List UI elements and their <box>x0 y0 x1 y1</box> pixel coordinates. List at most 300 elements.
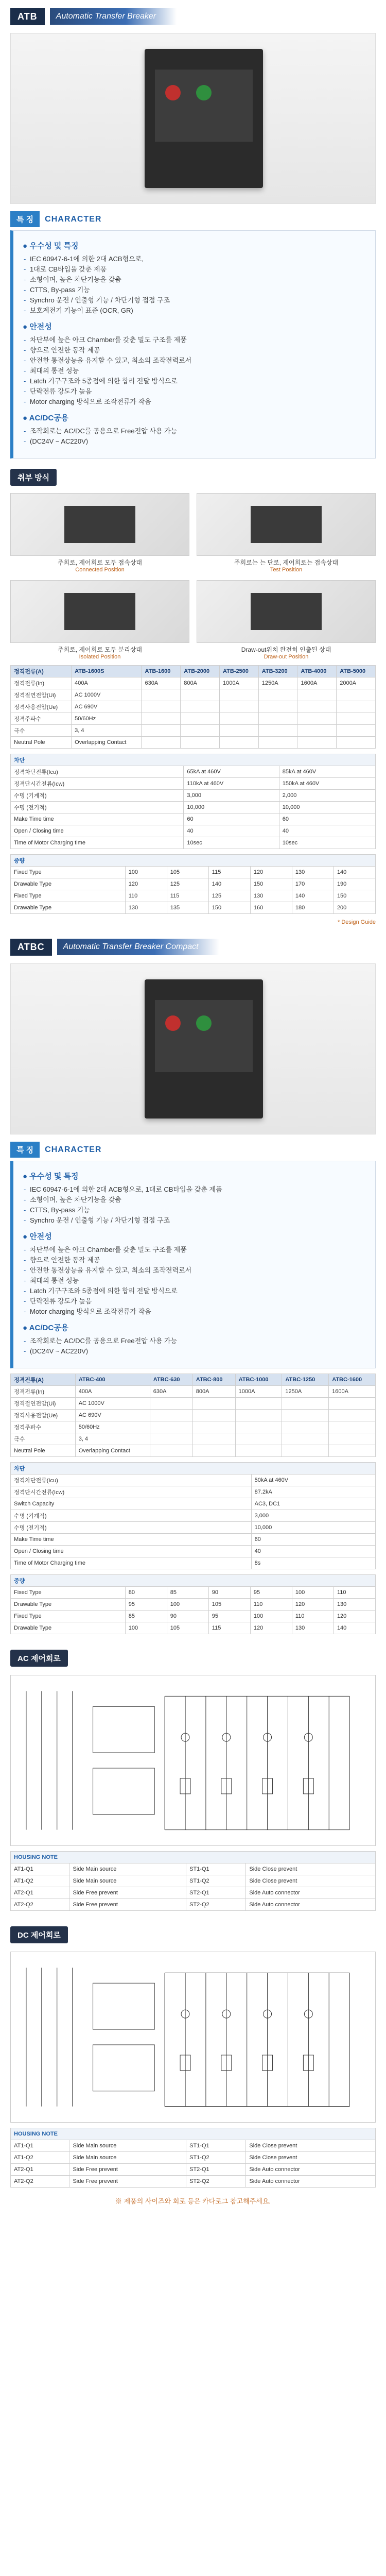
table-row <box>11 766 376 778</box>
atb-note: * Design Guide <box>338 919 376 925</box>
table-cell <box>297 725 337 737</box>
ac-circuit-svg <box>11 1675 375 1845</box>
table-cell <box>235 1398 282 1410</box>
table-cell <box>297 737 337 749</box>
table-cell <box>337 689 376 701</box>
table-cell: Drawable Type <box>11 902 126 914</box>
table-cell: 1000A <box>219 677 258 689</box>
feature-item: - 최대의 통전 성능 <box>23 1276 366 1286</box>
table-row <box>11 1433 376 1445</box>
table-cell: 170 <box>292 878 334 890</box>
table-cell: Side Main source <box>69 1875 186 1887</box>
atb-spec-table-2 <box>10 754 376 849</box>
table-cell <box>282 1421 329 1433</box>
table-cell: AT1-Q1 <box>11 1863 69 1875</box>
table-cell <box>142 689 181 701</box>
table-cell: 극수 <box>11 725 72 737</box>
atbc-feature-box <box>10 1161 376 1368</box>
position-card <box>10 493 189 573</box>
table-cell: 125 <box>167 878 208 890</box>
table-cell: 수명 (전기적) <box>11 1522 252 1534</box>
atbc-header <box>0 930 386 958</box>
table-cell <box>150 1433 192 1445</box>
table-cell: 630A <box>150 1386 192 1398</box>
table-cell <box>235 1410 282 1421</box>
table-cell: 110 <box>334 1587 375 1599</box>
table-cell: 100 <box>167 1599 208 1611</box>
table-cell: 110 <box>125 890 167 902</box>
table-cell: AT1-Q1 <box>11 2140 69 2152</box>
table-cell: AT2-Q2 <box>11 2176 69 2188</box>
table-cell: ST1-Q1 <box>186 2140 246 2152</box>
table-cell: AC 690V <box>72 701 142 713</box>
table-cell <box>181 701 220 713</box>
dc-housing-table <box>10 2128 376 2188</box>
feature-item: - 안전한 통전상능을 유지할 수 있고, 최소의 조작전력로서 <box>23 1265 366 1276</box>
table-cell: 120 <box>334 1611 375 1622</box>
table-cell <box>192 1398 235 1410</box>
table-cell: 10,000 <box>279 802 375 814</box>
table-cell: 130 <box>292 1622 334 1634</box>
dc-circuit-svg <box>11 1952 375 2122</box>
table-header-cell: ATBC-1250 <box>282 1374 329 1386</box>
table-cell: Open / Closing time <box>11 1546 252 1557</box>
table-row <box>11 1498 376 1510</box>
table-row <box>11 1587 376 1599</box>
table-header-cell: ATBC-1600 <box>329 1374 376 1386</box>
table-section-label: HOUSING NOTE <box>11 2128 376 2140</box>
table-cell <box>219 737 258 749</box>
table-cell: 정격단시간전류(Icw) <box>11 1486 252 1498</box>
table-cell: Fixed Type <box>11 1611 126 1622</box>
table-cell: 정격차단전류(Icu) <box>11 766 184 778</box>
table-cell <box>142 737 181 749</box>
table-cell: AT1-Q2 <box>11 1875 69 1887</box>
table-cell <box>258 713 297 725</box>
feature-badge: 특 징 <box>10 211 40 227</box>
table-header-cell: ATBC-1000 <box>235 1374 282 1386</box>
table-cell: 정격주파수 <box>11 713 72 725</box>
table-cell: 140 <box>292 890 334 902</box>
table-cell <box>282 1398 329 1410</box>
table-cell: 정격절연전압(Ui) <box>11 1398 76 1410</box>
table-cell <box>282 1410 329 1421</box>
table-row <box>11 1863 376 1875</box>
table-row <box>11 1510 376 1522</box>
feature-group-title: ● 우수성 및 특징 <box>23 1172 79 1181</box>
feature-item: - 단락전류 강도가 높음 <box>23 386 366 397</box>
table-section-row <box>11 855 376 867</box>
table-cell: 110 <box>292 1611 334 1622</box>
dc-control-circuit <box>10 1952 376 2123</box>
table-cell: Side Free prevent <box>69 2164 186 2176</box>
table-section-label: HOUSING NOTE <box>11 1852 376 1863</box>
feature-item: - 소형이며, 높은 차단기능을 갖춤 <box>23 1195 366 1205</box>
atb-header <box>0 0 386 28</box>
table-header-cell: ATB-2500 <box>219 666 258 677</box>
table-cell: 3,000 <box>251 1510 375 1522</box>
table-row <box>11 1475 376 1486</box>
table-cell: Side Auto connector <box>246 2164 376 2176</box>
table-cell <box>219 713 258 725</box>
table-section-row <box>11 2128 376 2140</box>
table-cell: Side Close prevent <box>246 1875 376 1887</box>
table-row <box>11 713 376 725</box>
feature-group-title: ● 안전성 <box>23 1232 52 1241</box>
atb-feature-head <box>10 211 376 227</box>
table-row <box>11 689 376 701</box>
table-cell <box>181 725 220 737</box>
feature-group-title: ● AC/DC공용 <box>23 414 69 422</box>
table-cell: Side Close prevent <box>246 1863 376 1875</box>
table-cell: 1250A <box>282 1386 329 1398</box>
table-row <box>11 867 376 878</box>
table-cell: 정격절연전압(Ui) <box>11 689 72 701</box>
table-cell: 정격주파수 <box>11 1421 76 1433</box>
atb-product-photo <box>10 33 376 204</box>
table-cell: Side Close prevent <box>246 2140 376 2152</box>
table-cell: 140 <box>208 878 250 890</box>
feature-item: - Motor charging 방식으로 조작전류가 작음 <box>23 1307 366 1317</box>
table-row <box>11 1887 376 1899</box>
feature-group <box>23 1322 366 1357</box>
feature-item: - 조작회로는 AC/DC를 공용으로 Free전압 사용 가능 <box>23 426 366 436</box>
table-cell <box>258 737 297 749</box>
table-cell: Switch Capacity <box>11 1498 252 1510</box>
table-cell <box>192 1410 235 1421</box>
table-cell: 120 <box>250 1622 292 1634</box>
table-cell <box>337 713 376 725</box>
table-row <box>11 2140 376 2152</box>
table-cell: 3,000 <box>184 790 279 802</box>
table-cell: 100 <box>125 867 167 878</box>
breaker-image <box>145 979 263 1118</box>
table-cell: 200 <box>334 902 375 914</box>
position-caption-ko: 주회로, 제어회로 모두 접속상태 <box>57 559 143 566</box>
table-cell: 400A <box>72 677 142 689</box>
table-row <box>11 2152 376 2164</box>
atb-title: Automatic Transfer Breaker <box>50 8 177 25</box>
ac-housing-table <box>10 1851 376 1911</box>
table-cell: Drawable Type <box>11 1599 126 1611</box>
table-cell: 110kA at 460V <box>184 778 279 790</box>
table-cell <box>258 689 297 701</box>
table-section-label: 차단 <box>11 1463 376 1475</box>
table-cell: Fixed Type <box>11 890 126 902</box>
atbc-spec-table-2 <box>10 1462 376 1569</box>
feature-item: - Synchro 운전 / 인출형 기능 / 차단기형 접점 구조 <box>23 1215 366 1226</box>
table-header-cell: ATBC-400 <box>75 1374 150 1386</box>
table-cell: 87.2kA <box>251 1486 375 1498</box>
table-cell <box>282 1445 329 1457</box>
table-row <box>11 1410 376 1421</box>
table-cell: 90 <box>167 1611 208 1622</box>
table-cell: Make Time time <box>11 1534 252 1546</box>
table-cell: 10sec <box>184 837 279 849</box>
table-cell: AT2-Q1 <box>11 2164 69 2176</box>
table-cell <box>258 701 297 713</box>
table-cell <box>219 725 258 737</box>
table-cell <box>329 1433 376 1445</box>
table-cell: Neutral Pole <box>11 1445 76 1457</box>
position-image <box>197 493 376 556</box>
table-cell: 150 <box>250 878 292 890</box>
table-cell: 60 <box>184 814 279 825</box>
table-cell: 630A <box>142 677 181 689</box>
table-row <box>11 1386 376 1398</box>
table-header-cell: ATB-2000 <box>181 666 220 677</box>
table-cell: 극수 <box>11 1433 76 1445</box>
table-cell: Neutral Pole <box>11 737 72 749</box>
table-cell: 1000A <box>235 1386 282 1398</box>
feature-item: - 차단부에 높은 아크 Chamber를 갖춘 밀도 구조를 제품 <box>23 335 366 345</box>
feature-group-title: ● 안전성 <box>23 323 52 331</box>
table-cell: 10sec <box>279 837 375 849</box>
table-row <box>11 1546 376 1557</box>
feature-group-title: ● 우수성 및 특징 <box>23 242 79 250</box>
table-header-row <box>11 666 376 677</box>
feature-item: - Motor charging 방식으로 조작전류가 작음 <box>23 397 366 407</box>
feature-item: - 1대로 CB타입을 갖춘 제품 <box>23 264 366 275</box>
table-row <box>11 1486 376 1498</box>
feature-group <box>23 240 366 316</box>
table-cell: 85 <box>167 1587 208 1599</box>
table-row <box>11 2164 376 2176</box>
table-cell <box>142 701 181 713</box>
table-header-row <box>11 1374 376 1386</box>
table-cell: 125 <box>208 890 250 902</box>
table-cell: 180 <box>292 902 334 914</box>
table-cell: Fixed Type <box>11 1587 126 1599</box>
atb-tag: ATB <box>10 8 45 25</box>
table-cell: 800A <box>181 677 220 689</box>
feature-item: - 안전한 통전상능을 유지할 수 있고, 최소의 조작전력로서 <box>23 355 366 366</box>
table-cell <box>282 1433 329 1445</box>
feature-title: CHARACTER <box>45 1145 102 1154</box>
position-card <box>197 580 376 660</box>
feature-group <box>23 321 366 407</box>
table-cell: ST2-Q2 <box>186 2176 246 2188</box>
table-cell: 60 <box>251 1534 375 1546</box>
table-row <box>11 701 376 713</box>
table-cell: 800A <box>192 1386 235 1398</box>
atbc-product-photo <box>10 963 376 1134</box>
table-cell: 10,000 <box>251 1522 375 1534</box>
table-cell: 95 <box>250 1587 292 1599</box>
table-cell: 8s <box>251 1557 375 1569</box>
feature-item: - IEC 60947-6-1에 의한 2대 ACB형으로, <box>23 254 366 264</box>
position-image <box>197 580 376 643</box>
table-row <box>11 677 376 689</box>
table-cell: 수명 (기계적) <box>11 1510 252 1522</box>
table-cell: 400A <box>75 1386 150 1398</box>
table-cell: 40 <box>184 825 279 837</box>
table-cell: 85 <box>125 1611 167 1622</box>
atbc-spec-table-3 <box>10 1574 376 1634</box>
table-cell: 2000A <box>337 677 376 689</box>
table-header-cell: ATB-4000 <box>297 666 337 677</box>
table-cell: Overlapping Contact <box>75 1445 150 1457</box>
dc-diagram-head: DC 제어회로 <box>10 1926 68 1943</box>
table-cell: AT2-Q1 <box>11 1887 69 1899</box>
table-cell: Side Free prevent <box>69 1887 186 1899</box>
table-row <box>11 890 376 902</box>
table-cell: 95 <box>208 1611 250 1622</box>
table-cell: 120 <box>250 867 292 878</box>
table-cell: 160 <box>250 902 292 914</box>
table-row <box>11 1534 376 1546</box>
feature-item: - Latch 기구구조와 5종점에 의한 합리 전달 방식으로 <box>23 376 366 386</box>
table-cell: 정격전류(In) <box>11 677 72 689</box>
table-cell: AC 1000V <box>72 689 142 701</box>
table-cell <box>329 1398 376 1410</box>
table-cell: ST1-Q2 <box>186 1875 246 1887</box>
table-cell: Side Auto connector <box>246 2176 376 2188</box>
feature-item: - 소형이며, 높은 차단기능을 갖춤 <box>23 275 366 285</box>
table-cell <box>235 1421 282 1433</box>
table-header-cell: ATBC-630 <box>150 1374 192 1386</box>
table-cell: 190 <box>334 878 375 890</box>
atb-spec-table-3 <box>10 854 376 914</box>
table-row <box>11 1522 376 1534</box>
ac-control-circuit <box>10 1675 376 1846</box>
atbc-title: Automatic Transfer Breaker Compact <box>57 939 219 955</box>
feature-item: - 향으로 안전한 동작 제공 <box>23 345 366 355</box>
table-cell: 120 <box>125 878 167 890</box>
table-section-row <box>11 754 376 766</box>
table-cell: Overlapping Contact <box>72 737 142 749</box>
table-cell <box>337 701 376 713</box>
position-image <box>10 580 189 643</box>
atbc-feature-head <box>10 1142 376 1158</box>
table-header-cell: ATB-1600 <box>142 666 181 677</box>
table-header-cell: ATBC-800 <box>192 1374 235 1386</box>
table-cell <box>150 1398 192 1410</box>
table-cell <box>150 1445 192 1457</box>
position-card <box>197 493 376 573</box>
table-cell: 120 <box>292 1599 334 1611</box>
table-cell: 130 <box>250 890 292 902</box>
table-cell <box>297 713 337 725</box>
feature-item: - (DC24V ~ AC220V) <box>23 436 366 447</box>
table-row <box>11 837 376 849</box>
table-cell <box>181 689 220 701</box>
table-cell: Side Main source <box>69 2152 186 2164</box>
table-cell: 115 <box>208 867 250 878</box>
table-row <box>11 878 376 890</box>
table-cell <box>337 737 376 749</box>
table-cell: 10,000 <box>184 802 279 814</box>
position-caption-en: Test Position <box>270 567 303 573</box>
table-cell: Side Auto connector <box>246 1899 376 1911</box>
table-cell <box>150 1421 192 1433</box>
table-cell: Side Auto connector <box>246 1887 376 1899</box>
table-cell: 정격차단전류(Icu) <box>11 1475 252 1486</box>
table-cell: 95 <box>125 1599 167 1611</box>
atb-feature-box <box>10 230 376 459</box>
table-cell: 140 <box>334 1622 375 1634</box>
atb-position-head: 취부 방식 <box>10 469 57 486</box>
table-cell: 50/60Hz <box>72 713 142 725</box>
ac-diagram-head: AC 제어회로 <box>10 1650 68 1667</box>
table-cell: 130 <box>292 867 334 878</box>
table-row <box>11 778 376 790</box>
position-caption-ko: 주회로, 제어회로 모두 분리상태 <box>57 646 143 653</box>
table-cell <box>181 713 220 725</box>
atbc-tag: ATBC <box>10 939 52 956</box>
table-cell: Make Time time <box>11 814 184 825</box>
table-cell: 40 <box>251 1546 375 1557</box>
table-cell <box>192 1433 235 1445</box>
feature-item: - 조작회로는 AC/DC를 공용으로 Free전압 사용 가능 <box>23 1336 366 1346</box>
table-cell: 150 <box>208 902 250 914</box>
table-cell: Drawable Type <box>11 878 126 890</box>
table-cell: Side Free prevent <box>69 1899 186 1911</box>
table-cell <box>258 725 297 737</box>
table-cell: AC 1000V <box>75 1398 150 1410</box>
table-cell <box>297 701 337 713</box>
table-cell: 50kA at 460V <box>251 1475 375 1486</box>
table-cell: Drawable Type <box>11 1622 126 1634</box>
table-cell: 80 <box>125 1587 167 1599</box>
table-cell <box>192 1445 235 1457</box>
feature-item: - Latch 기구구조와 5종점에 의한 합리 전달 방식으로 <box>23 1286 366 1296</box>
table-section-label: 중량 <box>11 1575 376 1587</box>
feature-item: - 보호계전기 기능이 표준 (OCR, GR) <box>23 306 366 316</box>
table-cell: ST2-Q1 <box>186 1887 246 1899</box>
table-cell: 115 <box>167 890 208 902</box>
table-cell <box>192 1421 235 1433</box>
table-cell: 정격단시간전류(Icw) <box>11 778 184 790</box>
feature-item: - (DC24V ~ AC220V) <box>23 1346 366 1357</box>
table-cell <box>150 1410 192 1421</box>
position-caption-ko: Draw-out위치 완전히 인출된 상태 <box>241 646 331 653</box>
table-cell: 90 <box>208 1587 250 1599</box>
table-cell: 2,000 <box>279 790 375 802</box>
feature-badge: 특 징 <box>10 1142 40 1158</box>
table-cell: AC3, DC1 <box>251 1498 375 1510</box>
table-row <box>11 1611 376 1622</box>
table-section-row <box>11 1575 376 1587</box>
table-cell: ST2-Q1 <box>186 2164 246 2176</box>
table-row <box>11 725 376 737</box>
position-caption-ko: 주회로는 는 단로, 제어회로는 접속상태 <box>234 559 339 566</box>
table-cell: 130 <box>125 902 167 914</box>
table-row <box>11 1622 376 1634</box>
table-header-cell: ATB-3200 <box>258 666 297 677</box>
feature-group <box>23 412 366 447</box>
table-cell <box>142 713 181 725</box>
table-cell <box>329 1421 376 1433</box>
table-cell: AC 690V <box>75 1410 150 1421</box>
table-cell: 130 <box>334 1599 375 1611</box>
table-cell: 85kA at 460V <box>279 766 375 778</box>
table-header-cell: ATB-1600S <box>72 666 142 677</box>
table-row <box>11 737 376 749</box>
table-cell: 40 <box>279 825 375 837</box>
atb-spec-table-1 <box>10 665 376 749</box>
table-header-cell: 정격전류(A) <box>11 666 72 677</box>
table-cell: 3, 4 <box>75 1433 150 1445</box>
table-cell: AT2-Q2 <box>11 1899 69 1911</box>
table-cell <box>329 1445 376 1457</box>
position-card <box>10 580 189 660</box>
table-row <box>11 790 376 802</box>
table-cell <box>337 725 376 737</box>
table-cell: 105 <box>208 1599 250 1611</box>
position-caption-en: Draw-out Position <box>264 654 309 660</box>
table-cell <box>142 725 181 737</box>
